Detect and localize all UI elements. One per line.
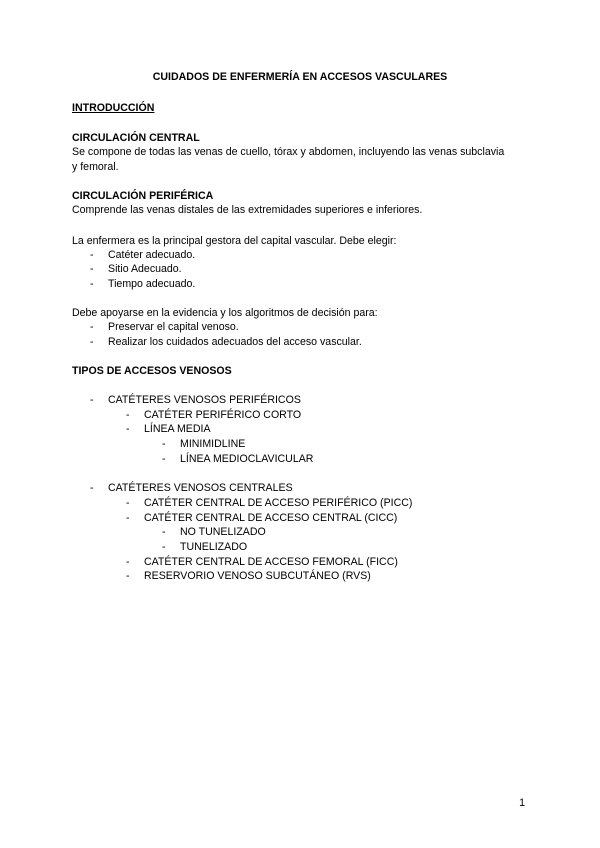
central-catheters-item: CATÉTERES VENOSOS CENTRALES	[108, 482, 293, 494]
central-circulation-heading: CIRCULACIÓN CENTRAL	[72, 132, 200, 144]
list-dash: -	[126, 570, 130, 582]
peripheral-circulation-text: Comprende las venas distales de las extremidades superiores e inferiores.	[72, 204, 423, 216]
short-peripheral-catheter-item: CATÉTER PERIFÉRICO CORTO	[144, 409, 302, 421]
central-circulation-text-line2: y femoral.	[72, 161, 119, 173]
list-dash: -	[162, 541, 166, 553]
list-dash: -	[162, 438, 166, 450]
list-dash: -	[90, 482, 94, 494]
page-number: 1	[519, 797, 525, 809]
tunneled-item: TUNELIZADO	[180, 541, 248, 553]
minimidline-item: MINIMIDLINE	[180, 438, 246, 450]
list-dash: -	[126, 497, 130, 509]
list-dash: -	[126, 512, 130, 524]
rvs-item: RESERVORIO VENOSO SUBCUTÁNEO (RVS)	[144, 570, 371, 582]
intro-heading: INTRODUCCIÓN	[72, 102, 155, 114]
peripheral-circulation-heading: CIRCULACIÓN PERIFÉRICA	[72, 190, 214, 202]
midclavicular-line-item: LÍNEA MEDIOCLAVICULAR	[180, 453, 314, 465]
list-dash: -	[90, 278, 94, 290]
list-item: Tiempo adecuado.	[108, 278, 196, 290]
central-circulation-text-line1: Se compone de todas las venas de cuello, tórax y abdomen, incluyendo las venas subclavia	[72, 146, 505, 158]
list-dash: -	[162, 453, 166, 465]
picc-item: CATÉTER CENTRAL DE ACCESO PERIFÉRICO (PICC)	[144, 497, 413, 509]
peripheral-catheters-item: CATÉTERES VENOSOS PERIFÉRICOS	[108, 394, 301, 406]
cicc-item: CATÉTER CENTRAL DE ACCESO CENTRAL (CICC)	[144, 512, 398, 524]
list-dash: -	[162, 526, 166, 538]
list-dash: -	[90, 321, 94, 333]
non-tunneled-item: NO TUNELIZADO	[180, 526, 266, 538]
list-item: Realizar los cuidados adecuados del acceso vascular.	[108, 336, 362, 348]
list-dash: -	[90, 249, 94, 261]
list-item: Sitio Adecuado.	[108, 263, 182, 275]
venous-access-types-heading: TIPOS DE ACCESOS VENOSOS	[72, 365, 232, 377]
nurse-role-text: La enfermera es la principal gestora del capital vascular. Debe elegir:	[72, 235, 397, 247]
list-dash: -	[126, 409, 130, 421]
list-dash: -	[126, 556, 130, 568]
list-dash: -	[90, 263, 94, 275]
list-item: Catéter adecuado.	[108, 249, 196, 261]
list-dash: -	[90, 336, 94, 348]
list-dash: -	[126, 423, 130, 435]
evidence-text: Debe apoyarse en la evidencia y los algoritmos de decisión para:	[72, 307, 378, 319]
list-item: Preservar el capital venoso.	[108, 321, 239, 333]
midline-item: LÍNEA MEDIA	[144, 423, 211, 435]
list-dash: -	[90, 394, 94, 406]
document-title: CUIDADOS DE ENFERMERÍA EN ACCESOS VASCULARES	[152, 71, 448, 83]
ficc-item: CATÉTER CENTRAL DE ACCESO FEMORAL (FICC)	[144, 556, 398, 568]
